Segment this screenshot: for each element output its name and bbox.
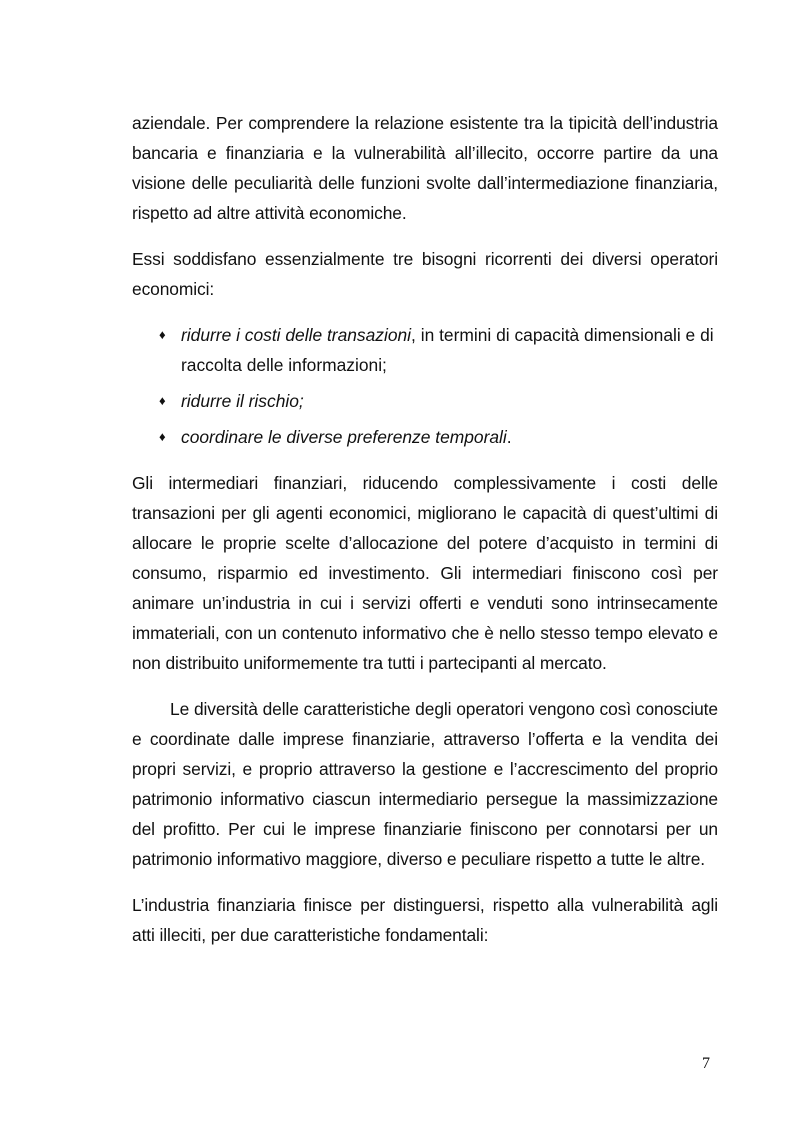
list-item-italic: ridurre i costi delle transazioni: [181, 325, 412, 345]
list-item-text: .: [506, 427, 512, 447]
list-item: [132, 320, 718, 380]
list-item-italic: ridurre il rischio;: [181, 391, 304, 411]
diamond-bullet-icon: ♦: [159, 393, 166, 408]
page-number: 7: [702, 1055, 710, 1072]
diamond-bullet-icon: ♦: [159, 429, 166, 444]
paragraph-needs-intro: Essi soddisfano essenzialmente tre bisogni ricorrenti dei diversi operatori economici:: [132, 249, 718, 299]
needs-list: [132, 320, 718, 452]
list-item-text: , in termini di capacità dimensionali e di raccolta delle informazioni;: [181, 325, 714, 375]
paragraph-intermediaries: Gli intermediari finanziari, riducendo complessivamente i costi delle transazioni per gli agenti economici, migliorano le capacità di quest’ultimi di allocare le proprie scelte d’allocazione del potere d’acquisto in termini di consumo, risparmio ed investimento. Gli intermediari finiscono così per animare un’industria in cui i servizi offerti e venduti sono intrinsecamente immateriali, con un contenuto informativo che è nello stesso tempo elevato e non distribuito uniformemente tra tutti i partecipanti al mercato.: [132, 473, 718, 673]
list-item: [132, 386, 718, 416]
paragraph-vulnerability: L’industria finanziaria finisce per distinguersi, rispetto alla vulnerabilità agli atti illeciti, per due caratteristiche fondamentali:: [132, 895, 718, 945]
list-item-italic: coordinare le diverse preferenze temporali: [181, 427, 507, 447]
diamond-bullet-icon: ♦: [159, 327, 166, 342]
paragraph-intermediation-intro: aziendale. Per comprendere la relazione esistente tra la tipicità dell’industria bancaria e finanziaria e la vulnerabilità all’illecito, occorre partire da una visione delle peculiarità delle funzioni svolte dall’intermediazione finanziaria, rispetto ad altre attività economiche.: [132, 113, 718, 223]
document-page: [132, 108, 718, 966]
paragraph-operator-diversity: Le diversità delle caratteristiche degli operatori vengono così conosciute e coordinate dalle imprese finanziarie, attraverso l’offerta e la vendita dei propri servizi, e proprio attraverso la gestione e l’accrescimento del proprio patrimonio informativo ciascun intermediario persegue la massimizzazione del profitto. Per cui le imprese finanziarie finiscono per connotarsi per un patrimonio informativo maggiore, diverso e peculiare rispetto a tutte le altre.: [132, 699, 718, 869]
list-item: [132, 422, 718, 452]
